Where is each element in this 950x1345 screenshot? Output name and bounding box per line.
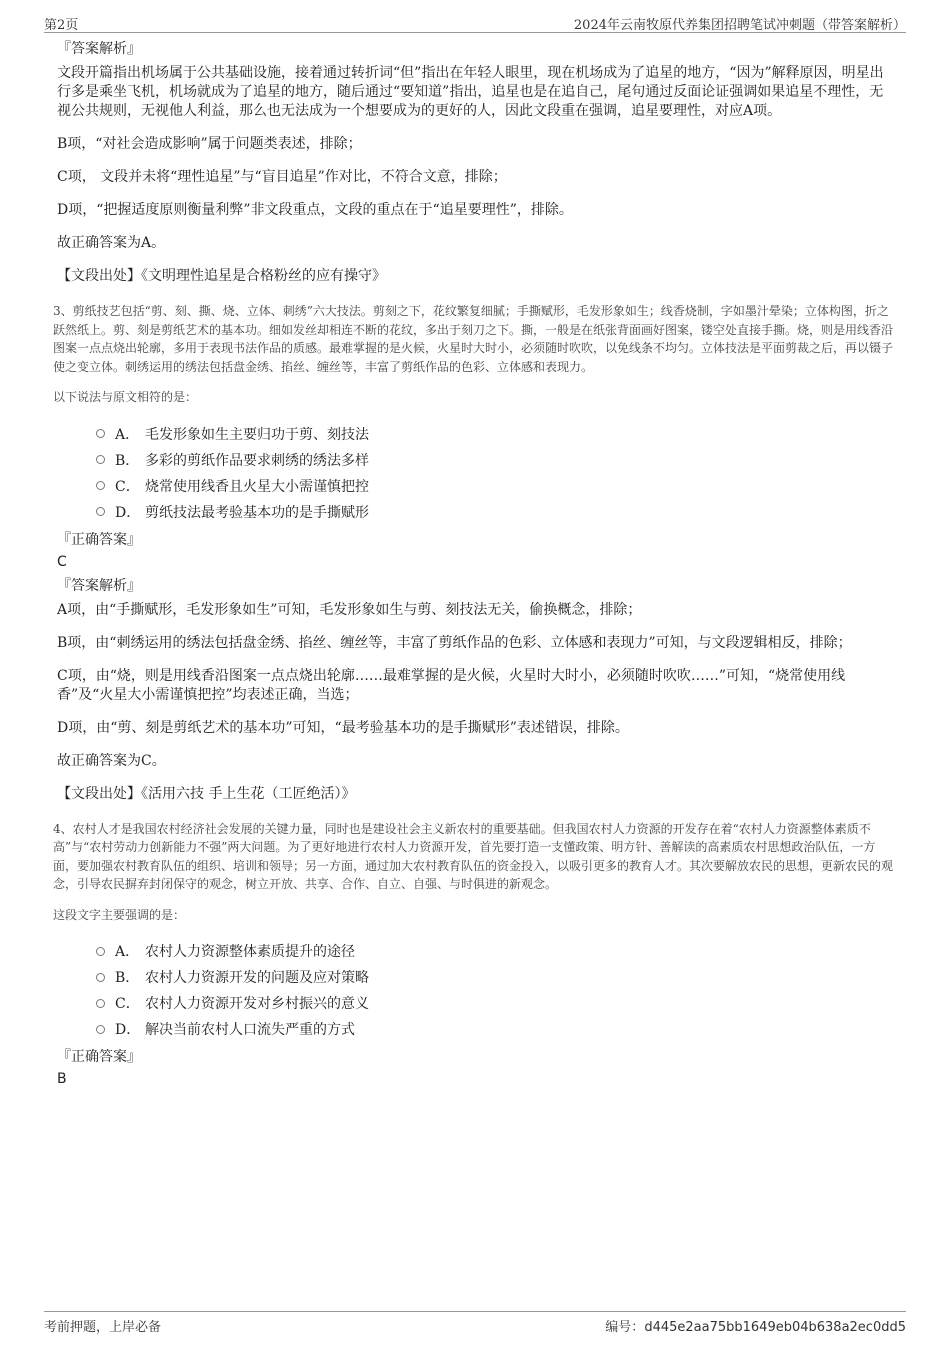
q3-option-c[interactable] xyxy=(57,473,893,499)
q4-option-d[interactable] xyxy=(57,1016,893,1042)
q3-analysis-a: A项，由“手撕赋形，毛发形象如生”可知，毛发形象如生与剪、刻技法无关，偷换概念，排除； xyxy=(57,601,642,618)
option-letter: C． xyxy=(115,996,140,1012)
q3-stem: 3、剪纸技艺包括“剪、刻、撕、烧、立体、刺绣”六大技法。剪刻之下，花纹繁复细腻；手撕赋形，毛发形象如生；线香烧制，字如墨汁晕染；立体构图，折之跃然纸上。剪、刻是剪纸艺术的基本功。细如发丝却相连不断的花纹，多出于刻刀之下。撕，一般是在纸张背面画好图案，镂空处直接手撕。烧，则是用线香沿图案一点点烧出轮廓，多用于表现书法作品的质感。最难掌握的是火候，火星时大时小，必须随时吹吹，以免线条不均匀。立体技法是平面剪裁之后，再以镊子使之变立体。刺绣运用的绣法包括盘金绣、掐丝、缠丝等，丰富了剪纸作品的色彩、立体感和表现力。 xyxy=(53,304,894,374)
option-letter: D． xyxy=(115,504,141,521)
q3-answer-label: 『正确答案』 xyxy=(57,531,141,548)
radio-icon[interactable] xyxy=(96,999,105,1008)
footer-code-block xyxy=(605,1316,906,1335)
q3-conclusion: 故正确答案为C。 xyxy=(57,752,166,769)
option-text: 农村人力资源整体素质提升的途径 xyxy=(145,944,355,960)
footer-code: d445e2aa75bb1649eb04b638a2ec0dd5 xyxy=(644,1320,906,1335)
option-letter: A． xyxy=(115,426,140,443)
q3-option-b[interactable] xyxy=(57,447,893,473)
q2-analysis-c: C项， 文段并未将“理性追星”与“盲目追星”作对比，不符合文意，排除； xyxy=(57,169,507,185)
option-text: 剪纸技法最考验基本功的是手撕赋形 xyxy=(145,504,369,521)
q4-answer-label: 『正确答案』 xyxy=(57,1049,141,1065)
q3-option-d[interactable] xyxy=(57,499,893,525)
q4-answer: B xyxy=(57,1071,67,1087)
q3-analysis-d: D项，由“剪、刻是剪纸艺术的基本功”可知，“最考验基本功的是手撕赋形”表述错误，排除。 xyxy=(57,719,629,736)
q4-option-b[interactable] xyxy=(57,964,893,990)
q2-analysis-b: B项，“对社会造成影响”属于问题类表述，排除； xyxy=(57,136,362,152)
radio-icon[interactable] xyxy=(96,1025,105,1034)
q3-options xyxy=(57,421,893,525)
page-content xyxy=(53,40,894,1094)
q3-analysis-c: C项，由“烧，则是用线香沿图案一点点烧出轮廓……最难掌握的是火候，火星时大时小，必须随时吹吹……”可知，“烧常使用线香”及“火星大小需谨慎把控”均表述正确，当选； xyxy=(57,667,846,703)
radio-icon[interactable] xyxy=(96,455,105,464)
radio-icon[interactable] xyxy=(96,507,105,516)
q3-option-a[interactable] xyxy=(57,421,893,447)
q3-source: 【文段出处】《活用六技 手上生花（工匠绝活）》 xyxy=(57,785,356,802)
q4-prompt: 这段文字主要强调的是： xyxy=(53,907,186,922)
radio-icon[interactable] xyxy=(96,429,105,438)
option-text: 毛发形象如生主要归功于剪、刻技法 xyxy=(145,426,369,443)
q2-analysis-label: 『答案解析』 xyxy=(57,41,141,57)
page-number: 第2页 xyxy=(44,18,79,33)
radio-icon[interactable] xyxy=(96,481,105,490)
option-letter: B． xyxy=(115,452,140,469)
option-text: 农村人力资源开发对乡村振兴的意义 xyxy=(145,996,369,1012)
option-letter: C． xyxy=(115,478,140,495)
q3-analysis-label: 『答案解析』 xyxy=(57,577,141,594)
q3-prompt: 以下说法与原文相符的是： xyxy=(53,390,198,404)
option-letter: B． xyxy=(115,970,140,986)
radio-icon[interactable] xyxy=(96,947,105,956)
q4-options xyxy=(57,938,893,1042)
q4-stem: 4、农村人才是我国农村经济社会发展的关键力量，同时也是建设社会主义新农村的重要基础。但我国农村人力资源的开发存在着“农村人力资源整体素质不高”与“农村劳动力创新能力不强”两大问题。为了更好地进行农村人力资源开发，首先要打造一支懂政策、明方针、善解读的高素质农村思想政治队伍，一方面，要加强农村教育队伍的组织、培训和领导；另一方面，通过加大农村教育队伍的资金投入，以吸引更多的教育人才。其次要解放农民的思想，更新农民的观念，引导农民摒弃封闭保守的观念，树立开放、共享、合作、自立、自强、与时俱进的新观念。 xyxy=(53,821,894,891)
q2-analysis-d: D项，“把握适度原则衡量利弊”非文段重点，文段的重点在于“追星要理性”，排除。 xyxy=(57,202,573,218)
option-text: 多彩的剪纸作品要求刺绣的绣法多样 xyxy=(145,452,369,469)
q2-analysis-text: 文段开篇指出机场属于公共基础设施，接着通过转折词“但”指出在年轻人眼里，现在机场成为了追星的地方，“因为”解释原因，明星出行多是乘坐飞机，机场就成为了追星的地方，随后通过“要知道”指出，追星也是在追自己，尾句通过反面论证强调如果追星不理性，无视公共规则，无视他人利益，那么也无法成为一个想要成为的更好的人，因此文段重在强调，追星要理性，对应A项。 xyxy=(57,65,884,119)
page-header xyxy=(44,12,906,33)
option-letter: A． xyxy=(115,944,140,960)
option-letter: D． xyxy=(115,1022,141,1038)
q3-analysis-b: B项，由“刺绣运用的绣法包括盘金绣、掐丝、缠丝等，丰富了剪纸作品的色彩、立体感和表现力”可知，与文段逻辑相反，排除； xyxy=(57,634,852,651)
radio-icon[interactable] xyxy=(96,973,105,982)
page-footer xyxy=(44,1311,906,1336)
q4-option-a[interactable] xyxy=(57,938,893,964)
q4-option-c[interactable] xyxy=(57,990,893,1016)
option-text: 解决当前农村人口流失严重的方式 xyxy=(145,1022,355,1038)
document-title: 2024年云南牧原代养集团招聘笔试冲刺题（带答案解析） xyxy=(573,18,906,33)
footer-slogan: 考前押题，上岸必备 xyxy=(44,1320,162,1335)
q2-conclusion: 故正确答案为A。 xyxy=(57,235,166,251)
option-text: 农村人力资源开发的问题及应对策略 xyxy=(145,970,369,986)
q2-source: 【文段出处】《文明理性追星是合格粉丝的应有操守》 xyxy=(57,268,386,284)
option-text: 烧常使用线香且火星大小需谨慎把控 xyxy=(145,478,369,495)
footer-code-label: 编号： xyxy=(605,1320,645,1335)
q3-answer: C xyxy=(57,553,67,570)
